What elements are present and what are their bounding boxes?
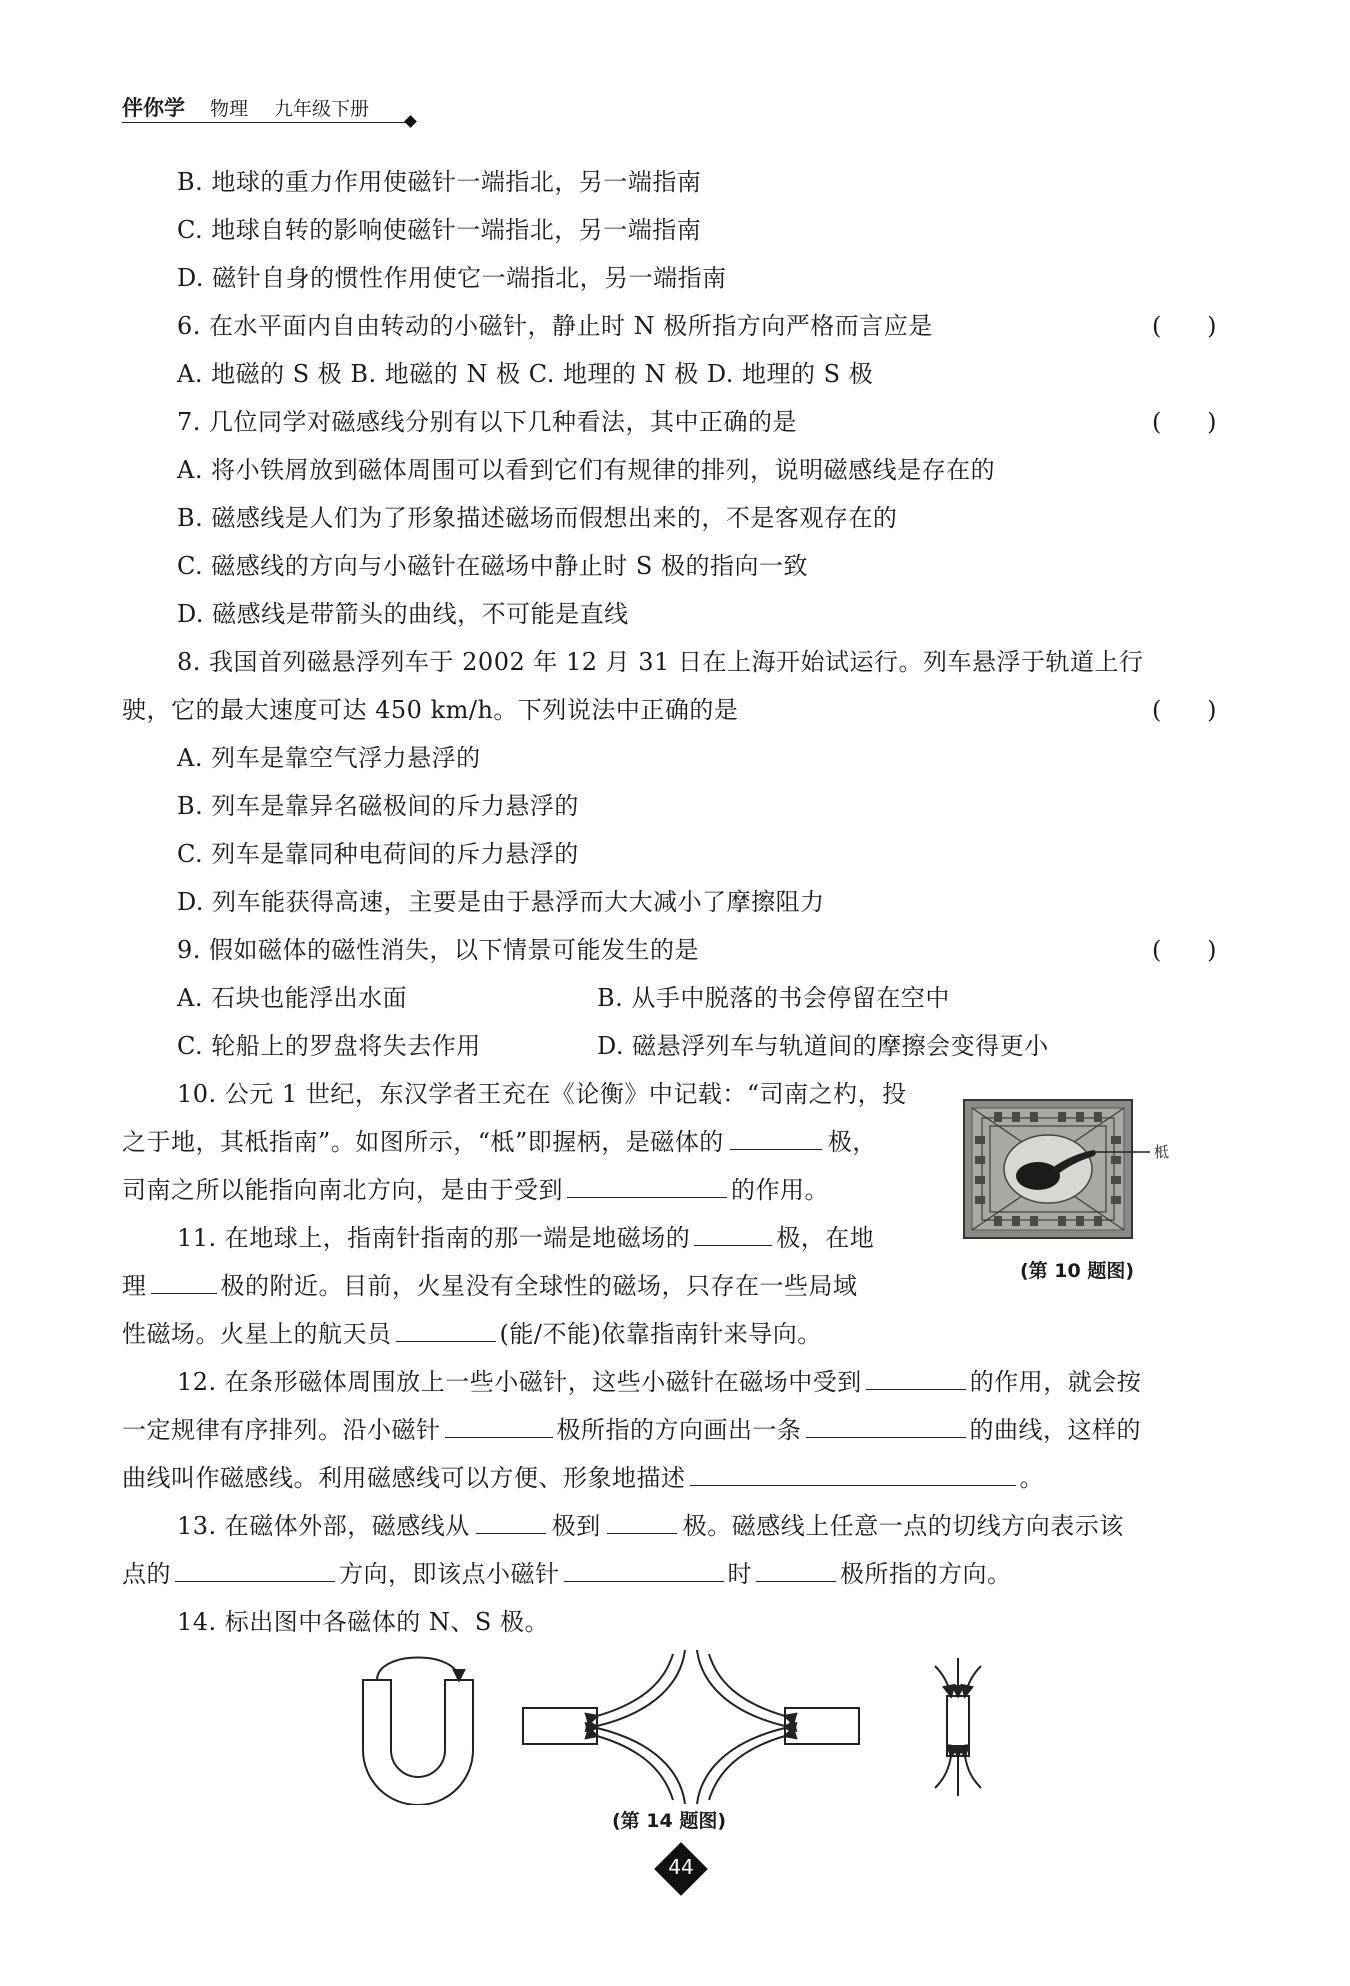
q13-line2-text: 点的 (122, 1560, 171, 1588)
q13-blank-5[interactable] (756, 1559, 836, 1582)
q7-option-a: A. 将小铁屑放到磁体周围可以看到它们有规律的排列，说明磁感线是存在的 (177, 456, 996, 484)
q8-option-c: C. 列车是靠同种电荷间的斥力悬浮的 (177, 840, 579, 868)
q12-line1 (177, 1367, 1141, 1397)
q11-line2-head: 理 (122, 1272, 147, 1300)
q6-options: A. 地磁的 S 极 B. 地磁的 N 极 C. 地理的 N 极 D. 地理的 S 极 (177, 360, 874, 388)
q12-line2-mid: 极所指的方向画出一条 (556, 1416, 802, 1444)
subject-label: 物理 (210, 98, 249, 120)
q8-option-b: B. 列车是靠异名磁极间的斥力悬浮的 (177, 792, 579, 820)
q12-blank-1[interactable] (866, 1367, 966, 1390)
brand-name: 伴你学 (122, 96, 185, 120)
q10-line2-tail: 极， (827, 1128, 877, 1156)
q9-option-d: D. 磁悬浮列车与轨道间的摩擦会变得更小 (597, 1032, 1049, 1060)
q13-line1 (177, 1511, 1124, 1541)
q9-stem: 9. 假如磁体的磁性消失，以下情景可能发生的是 (177, 936, 700, 964)
q12-line2 (122, 1415, 1141, 1445)
q11-line1-tail: 极，在地 (776, 1224, 875, 1252)
q11-line2-text: 极的附近。目前，火星没有全球性的磁场，只存在一些局域 (220, 1272, 858, 1300)
q10-blank-1[interactable] (730, 1127, 822, 1150)
grade-label: 九年级下册 (274, 98, 370, 120)
q7-stem: 7. 几位同学对磁感线分别有以下几种看法，其中正确的是 (177, 408, 798, 436)
q12-blank-3[interactable] (806, 1415, 966, 1438)
q11-line1 (177, 1223, 874, 1253)
q9-option-b: B. 从手中脱落的书会停留在空中 (597, 984, 950, 1012)
q13-blank-2[interactable] (607, 1511, 677, 1534)
q8-stem-line2: 驶，它的最大速度可达 450 km/h。下列说法中正确的是 (122, 696, 739, 724)
q5-option-b: B. 地球的重力作用使磁针一端指北，另一端指南 (177, 168, 702, 196)
page-number: 44 (668, 1855, 694, 1879)
q11-line1-text: 11. 在地球上，指南针指南的那一端是地磁场的 (177, 1224, 691, 1252)
fig10-label-di: 柢 (1154, 1143, 1170, 1161)
q13-line1-tail: 极。磁感线上任意一点的切线方向表示该 (682, 1512, 1124, 1540)
q11-blank-3[interactable] (396, 1319, 496, 1342)
q13-line2 (122, 1559, 1012, 1589)
q13-line2-mid2: 时 (727, 1560, 752, 1588)
q12-line3-text: 曲线叫作磁感线。利用磁感线可以方便、形象地描述 (122, 1464, 686, 1492)
q6-stem: 6. 在水平面内自由转动的小磁针，静止时 N 极所指方向严格而言应是 (177, 312, 933, 340)
vertical-bar-magnet-icon (935, 1658, 981, 1796)
figure-14-magnets (355, 1650, 1015, 1805)
q8-option-a: A. 列车是靠空气浮力悬浮的 (177, 744, 481, 772)
q8-stem-line1: 8. 我国首列磁悬浮列车于 2002 年 12 月 31 日在上海开始试运行。列车悬浮于轨道上行 (177, 648, 1144, 676)
q9-option-c: C. 轮船上的罗盘将失去作用 (177, 1032, 481, 1060)
q7-option-b: B. 磁感线是人们为了形象描述磁场而假想出来的，不是客观存在的 (177, 504, 898, 532)
q11-line3-text: 性磁场。火星上的航天员 (122, 1320, 392, 1348)
q9-answer-bracket: ( ) (1152, 936, 1217, 964)
q10-line2-text: 之于地，其柢指南”。如图所示，“柢”即握柄，是磁体的 (122, 1128, 724, 1156)
q13-blank-4[interactable] (564, 1559, 724, 1582)
page-number-badge (655, 1843, 707, 1895)
q13-line2-tail: 极所指的方向。 (840, 1560, 1012, 1588)
q7-option-c: C. 磁感线的方向与小磁针在磁场中静止时 S 极的指向一致 (177, 552, 808, 580)
q10-line1: 10. 公元 1 世纪，东汉学者王充在《论衡》中记载：“司南之杓，投 (177, 1080, 907, 1108)
running-header (122, 92, 422, 126)
figure-10-caption: (第 10 题图) (1020, 1260, 1135, 1282)
q11-line3-tail: (能/不能)依靠指南针来导向。 (499, 1320, 822, 1348)
q10-line3 (122, 1175, 829, 1205)
q6-answer-bracket: ( ) (1152, 312, 1217, 340)
q8-answer-bracket: ( ) (1152, 696, 1217, 724)
header-diamond-icon (404, 115, 417, 128)
q12-blank-4[interactable] (690, 1463, 1016, 1486)
figure-14-caption: (第 14 题图) (612, 1810, 727, 1832)
figure-10-sinan-compass (960, 1096, 1180, 1244)
q13-line1-mid: 极到 (551, 1512, 601, 1540)
q12-line3-tail: 。 (1019, 1464, 1044, 1492)
q11-line2 (122, 1271, 858, 1301)
q10-line2 (122, 1127, 877, 1157)
q11-blank-2[interactable] (151, 1271, 217, 1294)
sinan-compass-icon (960, 1096, 1180, 1244)
q13-blank-1[interactable] (476, 1511, 546, 1534)
q12-line2-tail: 的曲线，这样的 (969, 1416, 1141, 1444)
q7-option-d: D. 磁感线是带箭头的曲线，不可能是直线 (177, 600, 629, 628)
q11-blank-1[interactable] (694, 1223, 772, 1246)
q11-line3 (122, 1319, 822, 1349)
q10-blank-2[interactable] (567, 1175, 727, 1198)
q10-line3-text: 司南之所以能指向南北方向，是由于受到 (122, 1176, 563, 1204)
q12-line1-text: 12. 在条形磁体周围放上一些小磁针，这些小磁针在磁场中受到 (177, 1368, 862, 1396)
q13-blank-3[interactable] (175, 1559, 335, 1582)
facing-bar-magnets-icon (523, 1650, 859, 1804)
q5-option-d: D. 磁针自身的惯性作用使它一端指北，另一端指南 (177, 264, 727, 292)
q12-line1-tail: 的作用，就会按 (969, 1368, 1142, 1396)
q12-line3 (122, 1463, 1044, 1493)
q7-answer-bracket: ( ) (1152, 408, 1217, 436)
q12-line2-text: 一定规律有序排列。沿小磁针 (122, 1416, 441, 1444)
header-rule (122, 122, 410, 123)
q13-line2-mid: 方向，即该点小磁针 (339, 1560, 560, 1588)
q13-line1-text: 13. 在磁体外部，磁感线从 (177, 1512, 470, 1540)
q8-option-d: D. 列车能获得高速，主要是由于悬浮而大大减小了摩擦阻力 (177, 888, 825, 916)
q12-blank-2[interactable] (445, 1415, 553, 1438)
q14-stem: 14. 标出图中各磁体的 N、S 极。 (177, 1608, 549, 1636)
q5-option-c: C. 地球自转的影响使磁针一端指北，另一端指南 (177, 216, 702, 244)
u-shaped-magnet-icon (363, 1658, 473, 1805)
q10-line3-tail: 的作用。 (731, 1176, 829, 1204)
q9-option-a: A. 石块也能浮出水面 (177, 984, 408, 1012)
